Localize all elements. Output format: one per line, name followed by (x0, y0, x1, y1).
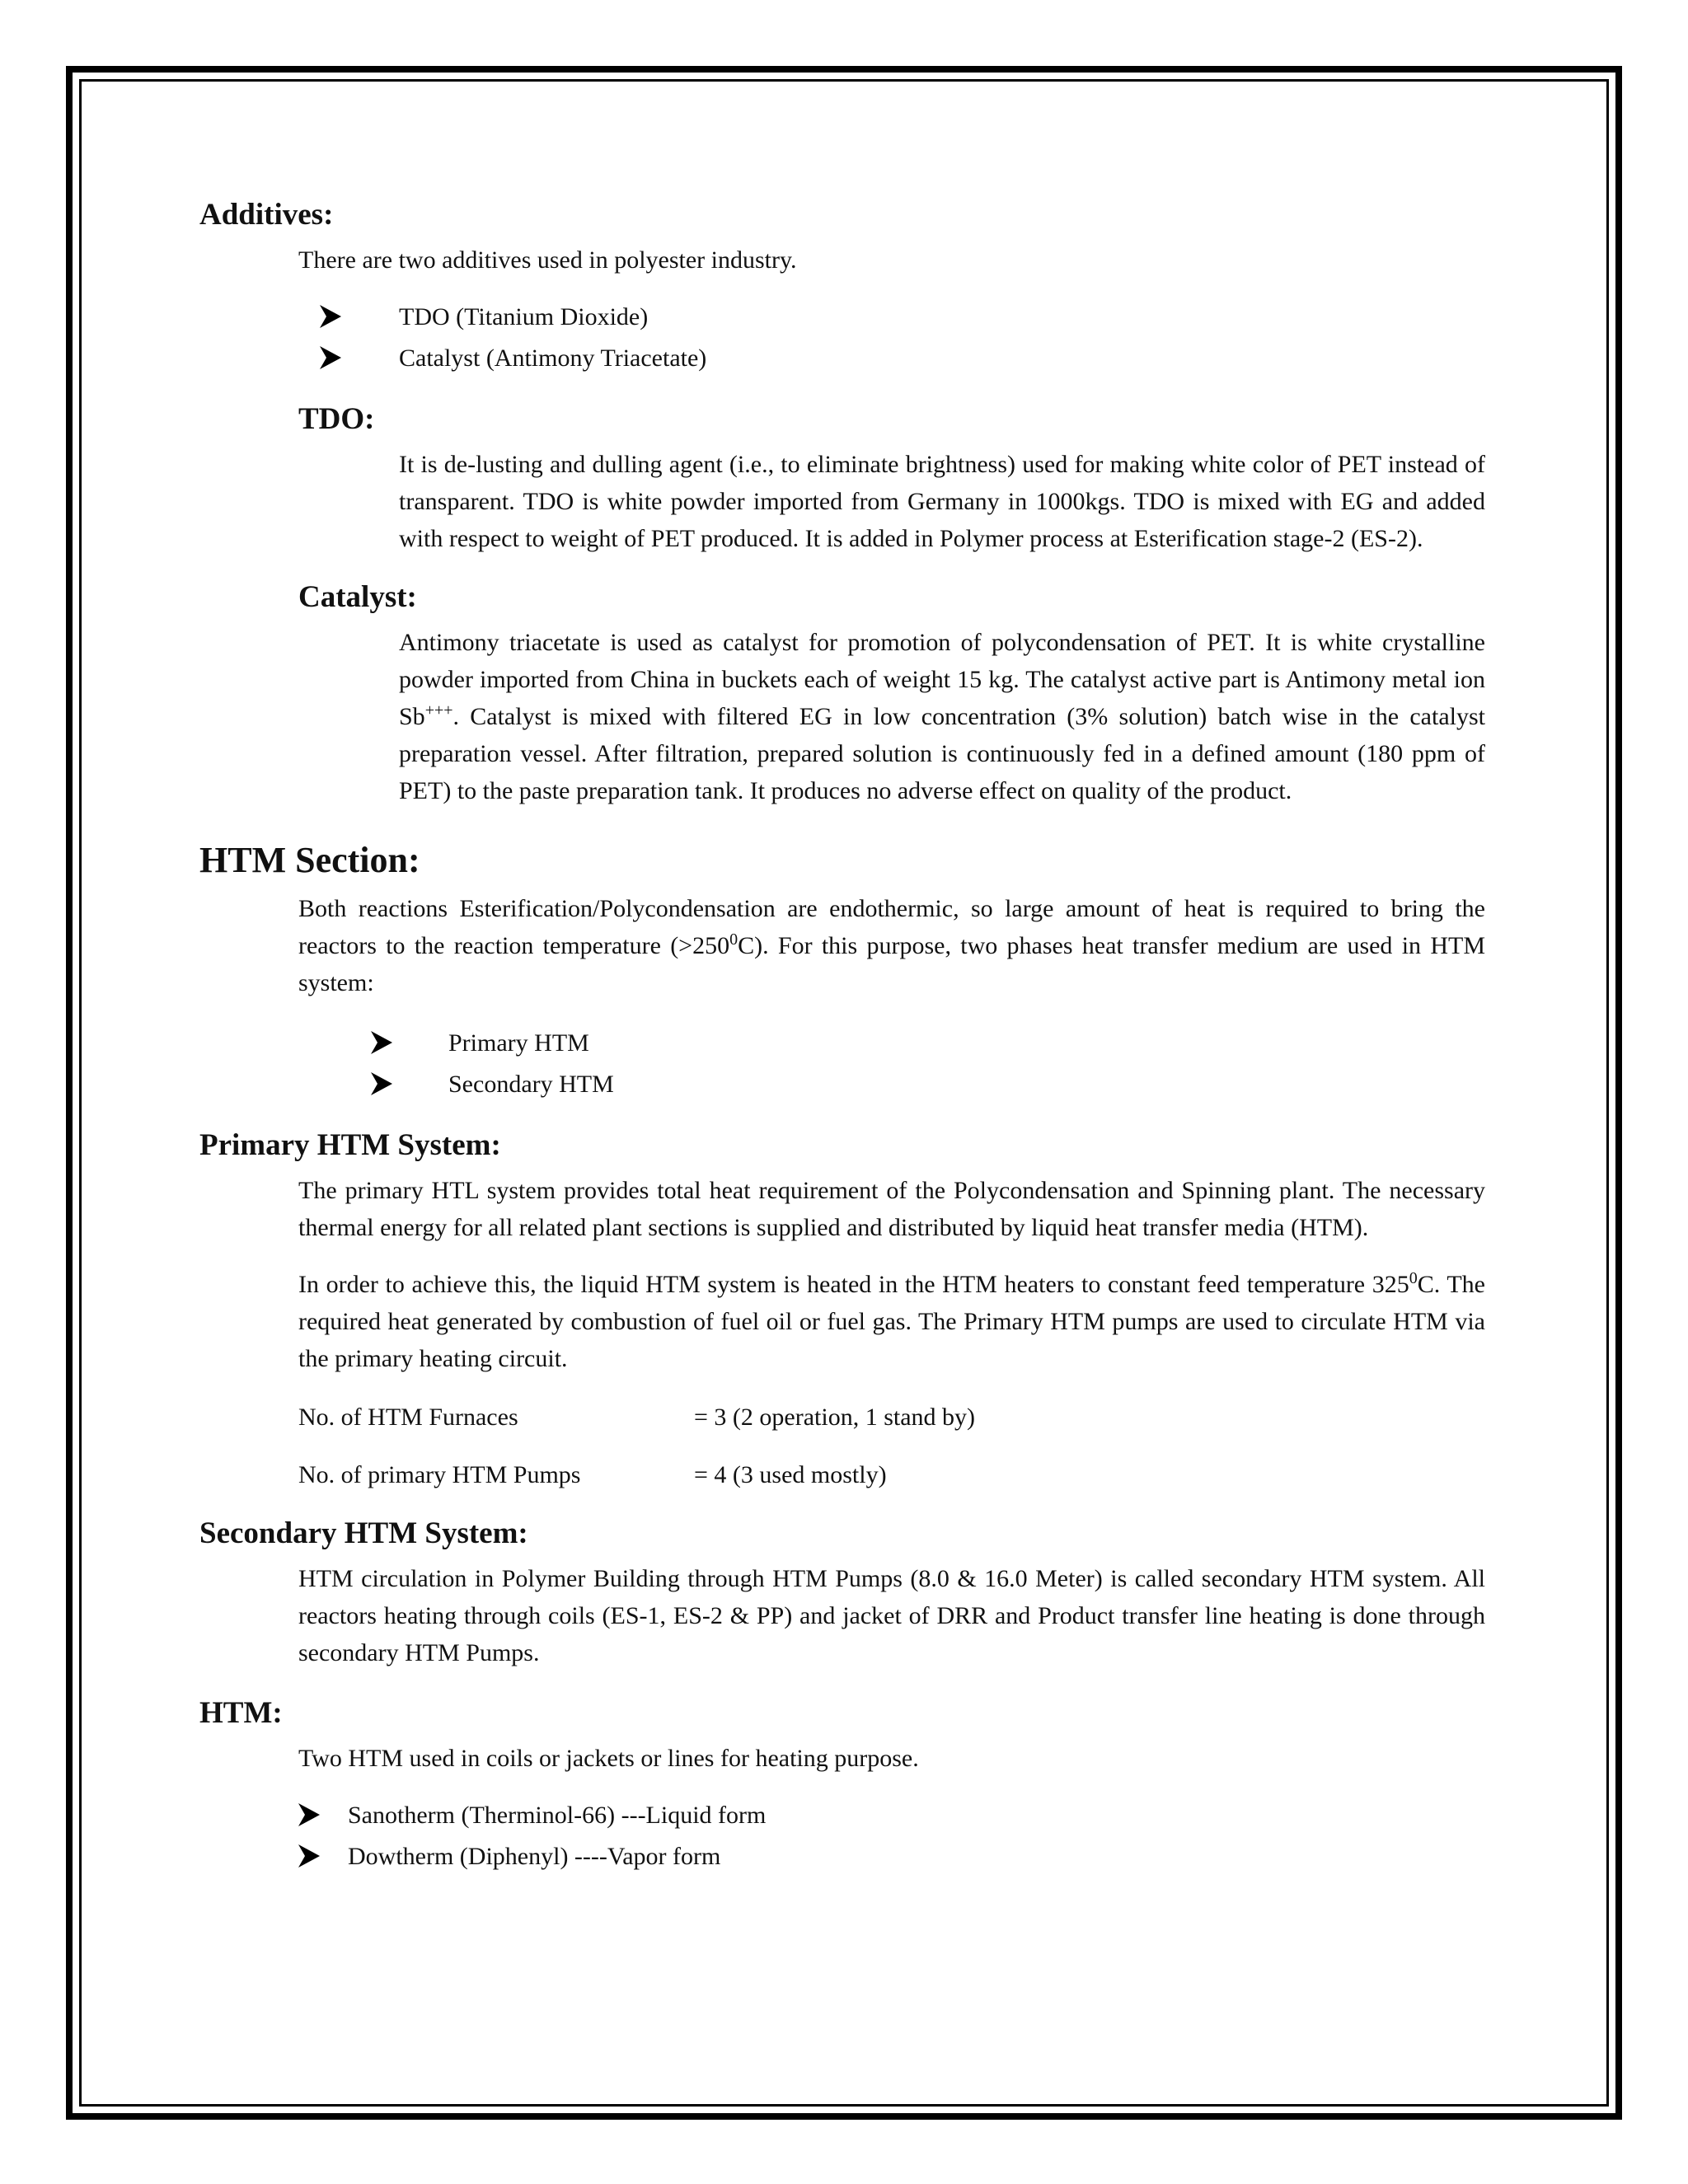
additives-heading: Additives: (199, 198, 334, 232)
secondary-htm-heading: Secondary HTM System: (199, 1516, 528, 1550)
htm-heading: HTM: (199, 1696, 283, 1730)
htm-section-body (199, 890, 1485, 1001)
list-item (199, 1836, 1485, 1877)
list-item (199, 1023, 1485, 1064)
htm-type-item: Primary HTM (448, 1029, 589, 1057)
spec-row (199, 1399, 1485, 1456)
spec-row (199, 1456, 1485, 1502)
additive-item: TDO (Titanium Dioxide) (399, 303, 649, 330)
primary-htm-para2 (199, 1266, 1485, 1377)
htm-section-list (199, 1023, 1485, 1105)
list-item (199, 1795, 1485, 1836)
tdo-body: It is de-lusting and dulling agent (i.e., to eliminate brightness) used for making white color of PET instead of transparent. TDO is white powder imported from Germany in 1000kgs. TDO is mixed with EG and added with respect to weight of PET produced. It is added in Polymer process at Esterification stage-2 (ES-2). (399, 451, 1485, 552)
htm-item: Sanotherm (Therminol-66) ---Liquid form (348, 1802, 767, 1829)
spec-label: No. of primary HTM Pumps (298, 1461, 581, 1488)
catalyst-body (199, 624, 1485, 809)
spec-value: = 3 (2 operation, 1 stand by) (694, 1404, 976, 1431)
catalyst-heading: Catalyst: (298, 580, 417, 614)
list-item (199, 297, 1485, 338)
superscript: +++ (424, 701, 453, 719)
list-item (199, 1064, 1485, 1105)
arrow-bullet-icon (320, 305, 341, 328)
list-item (199, 338, 1485, 379)
htm-list (199, 1795, 1485, 1877)
additives-list (199, 297, 1485, 379)
htm-item: Dowtherm (Diphenyl) ----Vapor form (348, 1843, 721, 1870)
text-segment: Antimony triacetate is used as catalyst for promotion of polycondensation of PET. It is white crystalline powder imported from China in buckets each of weight 15 kg. The catalyst active part is Antimony metal ion Sb (399, 629, 1485, 730)
secondary-htm-body: HTM circulation in Polymer Building through HTM Pumps (8.0 & 16.0 Meter) is called secondary HTM system. All reactors heating through coils (ES-1, ES-2 & PP) and jacket of DRR and Product transfer line heating is done through secondary HTM Pumps. (298, 1565, 1485, 1666)
superscript: 0 (1409, 1269, 1418, 1287)
spec-label: No. of HTM Furnaces (298, 1404, 518, 1431)
arrow-bullet-icon (298, 1803, 320, 1826)
tdo-heading: TDO: (298, 402, 375, 436)
superscript: 0 (729, 930, 738, 949)
arrow-bullet-icon (371, 1031, 392, 1054)
additives-intro: There are two additives used in polyester industry. (298, 246, 797, 274)
arrow-bullet-icon (298, 1844, 320, 1868)
text-segment: C). For this purpose, two phases heat transfer medium are used in HTM system: (298, 932, 1485, 996)
document-content (199, 199, 1485, 1877)
primary-htm-specs (199, 1399, 1485, 1502)
arrow-bullet-icon (371, 1072, 392, 1095)
arrow-bullet-icon (320, 346, 341, 369)
text-segment: C. The required heat generated by combustion of fuel oil or fuel gas. The Primary HTM pumps are used to circulate HTM via the primary heating circuit. (298, 1271, 1485, 1372)
spec-value: = 4 (3 used mostly) (694, 1461, 887, 1488)
text-segment: Both reactions Esterification/Polycondensation are endothermic, so large amount of heat is required to bring the reactors to the reaction temperature (>250 (298, 895, 1485, 959)
text-segment: . Catalyst is mixed with filtered EG in low concentration (3% solution) batch wise in the catalyst preparation vessel. After filtration, prepared solution is continuously fed in a defined amount (180 ppm of PET) to the paste preparation tank. It produces no adverse effect on quality of the product. (399, 703, 1485, 804)
htm-section-heading: HTM Section: (199, 840, 420, 880)
htm-intro: Two HTM used in coils or jackets or lines for heating purpose. (298, 1745, 919, 1772)
htm-type-item: Secondary HTM (448, 1071, 614, 1098)
primary-htm-heading: Primary HTM System: (199, 1128, 501, 1162)
additive-item: Catalyst (Antimony Triacetate) (399, 344, 707, 372)
text-segment: In order to achieve this, the liquid HTM system is heated in the HTM heaters to constant feed temperature 325 (298, 1271, 1409, 1298)
primary-htm-para1: The primary HTL system provides total heat requirement of the Polycondensation and Spinning plant. The necessary thermal energy for all related plant sections is supplied and distributed by liquid heat transfer media (HTM). (298, 1177, 1485, 1241)
